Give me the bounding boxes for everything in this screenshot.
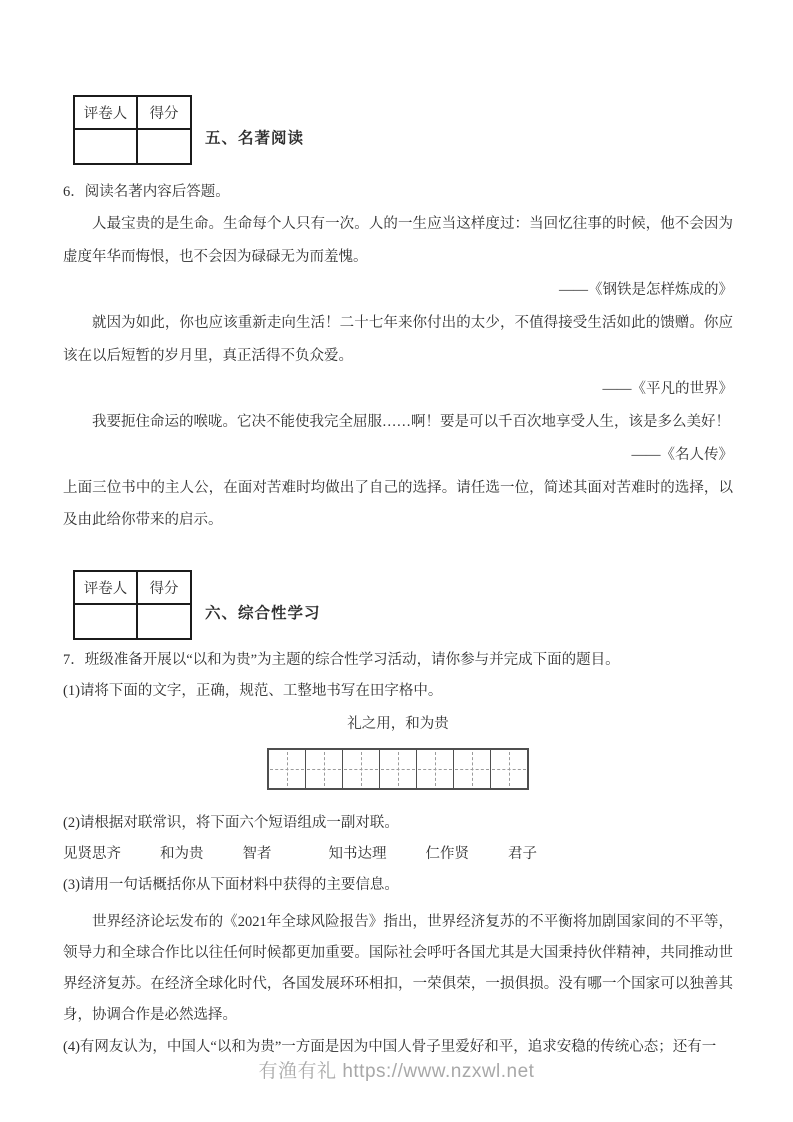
question7-sub2: (2)请根据对联常识，将下面六个短语组成一副对联。 — [63, 815, 399, 831]
score-table-section6 — [73, 570, 192, 640]
section6-header — [73, 570, 733, 640]
grid-cell — [343, 750, 380, 788]
question7-sub4: (4)有网友认为，中国人“以和为贵”一方面是因为中国人骨子里爱好和平，追求安稳的传统心态；还有一 — [63, 1039, 717, 1055]
section6-title: 六、综合性学习 — [205, 605, 321, 622]
score-value-cell — [137, 604, 191, 639]
phrase-item: 见贤思齐 — [63, 846, 121, 862]
footer-watermark: 有渔有礼 https://www.nzxwl.net — [258, 1061, 535, 1082]
grid-cell — [306, 750, 343, 788]
question6-heading: 6．阅读名著内容后答题。 — [63, 184, 230, 200]
score-value-cell — [137, 129, 191, 164]
grid-cell — [417, 750, 454, 788]
question6-task: 上面三位书中的主人公，在面对苦难时均做出了自己的选择。请任选一位，简述其面对苦难时的选择，以及由此给你带来的启示。 — [63, 480, 733, 528]
phrase-row — [63, 839, 733, 870]
grader-value-cell — [74, 129, 137, 164]
quote-source-1: ——《钢铁是怎样炼成的》 — [559, 282, 733, 298]
section5-header — [73, 95, 733, 165]
quote-text-3: 我要扼住命运的喉咙。它决不能使我完全屈服……啊！要是可以千百次地享受人生，该是多么美好！ — [92, 414, 730, 430]
grid-cell — [491, 750, 527, 788]
grader-label-cell: 评卷人 — [74, 571, 137, 604]
quote-block — [63, 208, 733, 472]
grid-cell — [380, 750, 417, 788]
phrase-item: 仁作贤 — [425, 846, 469, 862]
grid-cell — [269, 750, 306, 788]
copy-text: 礼之用，和为贵 — [347, 716, 449, 732]
quote-source-3: ——《名人传》 — [631, 447, 733, 463]
quote-text-2: 就因为如此，你也应该重新走向生活！二十七年来你付出的太少，不值得接受生活如此的馈赠。你应该在以后短暂的岁月里，真正活得不负众爱。 — [63, 315, 733, 364]
phrase-item: 智者 — [242, 846, 272, 862]
grid-cell — [454, 750, 491, 788]
question7-heading: 7．班级准备开展以“以和为贵”为主题的综合性学习活动，请你参与并完成下面的题目。 — [63, 652, 620, 668]
score-table-section5 — [73, 95, 192, 165]
quote-source-2: ——《平凡的世界》 — [602, 381, 733, 397]
section5-title: 五、名著阅读 — [205, 130, 305, 147]
grader-label-cell: 评卷人 — [74, 96, 137, 129]
phrase-item: 和为贵 — [160, 846, 204, 862]
quote-text-1: 人最宝贵的是生命。生命每个人只有一次。人的一生应当这样度过：当回忆往事的时候，他不会因为虚度年华而悔恨，也不会因为碌碌无为而羞愧。 — [63, 216, 733, 265]
score-label-cell: 得分 — [137, 571, 191, 604]
writing-grid-wrap — [63, 748, 733, 790]
phrase-item: 君子 — [508, 846, 537, 862]
phrase-item: 知书达理 — [328, 846, 387, 862]
question7-sub1: (1)请将下面的文字，正确，规范、工整地书写在田字格中。 — [63, 683, 443, 699]
writing-grid — [267, 748, 529, 790]
score-label-cell: 得分 — [137, 96, 191, 129]
grader-value-cell — [74, 604, 137, 639]
material-paragraph: 世界经济论坛发布的《2021年全球风险报告》指出，世界经济复苏的不平衡将加剧国家间的不平等，领导力和全球合作比以往任何时候都更加重要。国际社会呼吁各国尤其是大国秉持伙伴精神，共同推动世界经济复苏。在经济全球化时代，各国发展环环相扣，一荣俱荣，一损俱损。没有哪一个国家可以独善其身，协调合作是必然选择。 — [63, 914, 733, 1023]
question7-sub3: (3)请用一句话概括你从下面材料中获得的主要信息。 — [63, 877, 399, 893]
